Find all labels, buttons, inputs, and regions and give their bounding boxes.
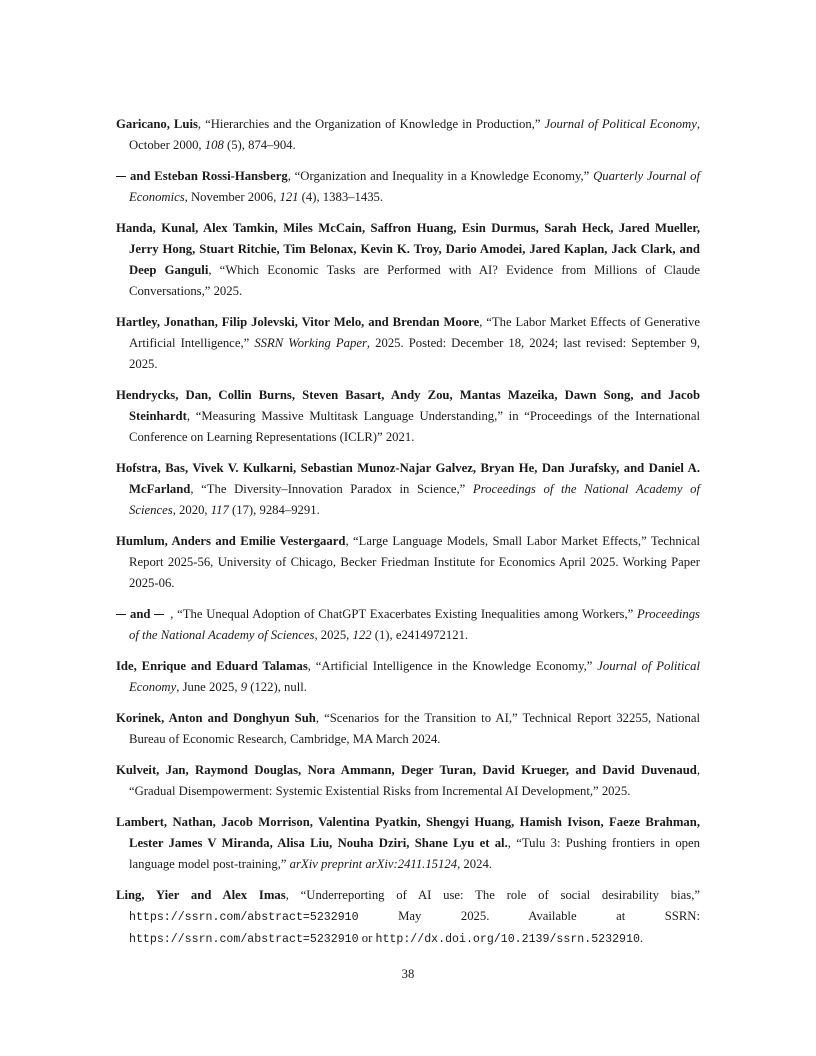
reference-humlum-2025a [116,531,700,594]
same-author-dash [116,176,126,177]
ref-authors: and [130,607,151,621]
reference-hendrycks-2021 [116,385,700,448]
ref-authors: Hendrycks, Dan, Collin Burns, Steven Basart, Andy Zou, Mantas Mazeika, Dawn Song, and Jacob Steinhardt [116,388,700,423]
ref-authors: Handa, Kunal, Alex Tamkin, Miles McCain, Saffron Huang, Esin Durmus, Sarah Heck, Jared Mueller, Jerry Hong, Stuart Ritchie, Tim Belonax, Kevin K. Troy, Dario Amodei, Jared Kaplan, Jack Clark, and Deep Ganguli [116,221,700,277]
reference-handa-2025 [116,218,700,302]
same-author-dash [116,614,126,615]
ref-date: , October 2000, [129,117,700,152]
ref-venue: Proceedings of the National Academy of Sciences [129,482,700,517]
ref-date: , 2025, [314,628,353,642]
ref-volume: 117 [210,503,229,517]
reference-korinek-2024 [116,708,700,750]
ref-pages: (4), 1383–1435. [298,190,384,204]
ref-authors: Ide, Enrique and Eduard Talamas [116,659,308,673]
ref-title: , “Artificial Intelligence in the Knowledge Economy,” [307,659,598,673]
ref-authors: Garicano, Luis [116,117,198,131]
ref-venue: Quarterly Journal of Economics [129,169,700,204]
ref-text: . [639,931,644,945]
ref-authors: Kulveit, Jan, Raymond Douglas, Nora Ammann, Deger Turan, David Krueger, and David Duvenaud [116,763,697,777]
ref-pages: (5), 874–904. [223,138,296,152]
ref-authors: Humlum, Anders and Emilie Vestergaard [116,534,346,548]
ref-title: , “Hierarchies and the Organization of Knowledge in Production,” [197,117,545,131]
ref-venue: Journal of Political Economy [129,659,700,694]
ref-title: , “The Diversity–Innovation Paradox in Science,” [190,482,473,496]
ref-volume: 9 [240,680,248,694]
references-list [116,114,700,960]
ref-url-link[interactable]: https://ssrn.com/abstract=5232910 [129,933,359,946]
ref-title: , “Organization and Inequality in a Knowledge Economy,” [287,169,594,183]
reference-hofstra-2020 [116,458,700,521]
ref-title: , “The Unequal Adoption of ChatGPT Exacerbates Existing Inequalities among Workers,” [166,607,638,621]
ref-authors: and Esteban Rossi-Hansberg [130,169,288,183]
ref-rest: , “Large Language Models, Small Labor Market Effects,” Technical Report 2025-56, University of Chicago, Becker Friedman Institute for Economics April 2025. Working Paper 2025-06. [129,534,700,590]
reference-ling-imas-2025 [116,885,700,950]
ref-title: , “The Labor Market Effects of Generative Artificial Intelligence,” [129,315,700,350]
ref-title: , “Underreporting of AI use: The role of social desirability bias,” [285,888,700,902]
ref-rest: , 2024. [457,857,492,871]
ref-date: , November 2006, [184,190,280,204]
ref-date: , 2020, [172,503,211,517]
ref-pages: (17), 9284–9291. [228,503,320,517]
ref-venue: SSRN Working Paper [254,336,367,350]
reference-lambert-2024 [116,812,700,875]
ref-url-link[interactable]: https://ssrn.com/abstract=5232910 [129,911,359,924]
ref-rest: , 2025. Posted: December 18, 2024; last revised: September 9, 2025. [129,336,701,371]
reference-kulveit-2025 [116,760,700,802]
ref-venue: Proceedings of the National Academy of Sciences [129,607,700,642]
reference-humlum-2025b [116,604,700,646]
ref-rest: , “Measuring Massive Multitask Language Understanding,” in “Proceedings of the International Conference on Learning Representations (ICLR)” 2021. [129,409,700,444]
ref-title: , “Tulu 3: Pushing frontiers in open language model post-training,” [129,836,700,871]
ref-authors: Lambert, Nathan, Jacob Morrison, Valentina Pyatkin, Shengyi Huang, Hamish Ivison, Faeze Brahman, Lester James V Miranda, Alisa Liu, Nouha Dziri, Shane Lyu et al. [116,815,700,850]
ref-text: May 2025. Available at SSRN: [358,909,700,923]
same-author-dash [154,614,164,615]
ref-venue: arXiv preprint arXiv:2411.15124 [289,857,458,871]
ref-pages: (1), e2414972121. [371,628,469,642]
reference-garicano-rossi-hansberg-2006 [116,166,700,208]
ref-volume: 122 [352,628,372,642]
ref-volume: 108 [204,138,224,152]
reference-garicano-2000 [116,114,700,156]
ref-pages: (122), null. [247,680,307,694]
ref-text: or [358,931,376,945]
ref-authors: Hartley, Jonathan, Filip Jolevski, Vitor Melo, and Brendan Moore [116,315,480,329]
ref-rest: , “Scenarios for the Transition to AI,” Technical Report 32255, National Bureau of Economic Research, Cambridge, MA March 2024. [129,711,700,746]
reference-ide-2025 [116,656,700,698]
ref-venue: Journal of Political Economy [544,117,697,131]
ref-authors: Hofstra, Bas, Vivek V. Kulkarni, Sebastian Munoz-Najar Galvez, Bryan He, Dan Jurafsky, and Daniel A. McFarland [116,461,700,496]
ref-authors: Ling, Yier and Alex Imas [116,888,286,902]
ref-doi-link[interactable]: http://dx.doi.org/10.2139/ssrn.5232910 [375,933,640,946]
ref-rest: , “Which Economic Tasks are Performed with AI? Evidence from Millions of Claude Conversations,” 2025. [129,263,700,298]
page-number: 38 [401,967,415,981]
ref-volume: 121 [279,190,299,204]
ref-date: , June 2025, [176,680,241,694]
ref-rest: , “Gradual Disempowerment: Systemic Existential Risks from Incremental AI Development,” 2025. [129,763,700,798]
ref-authors: Korinek, Anton and Donghyun Suh [116,711,316,725]
reference-hartley-2025 [116,312,700,375]
